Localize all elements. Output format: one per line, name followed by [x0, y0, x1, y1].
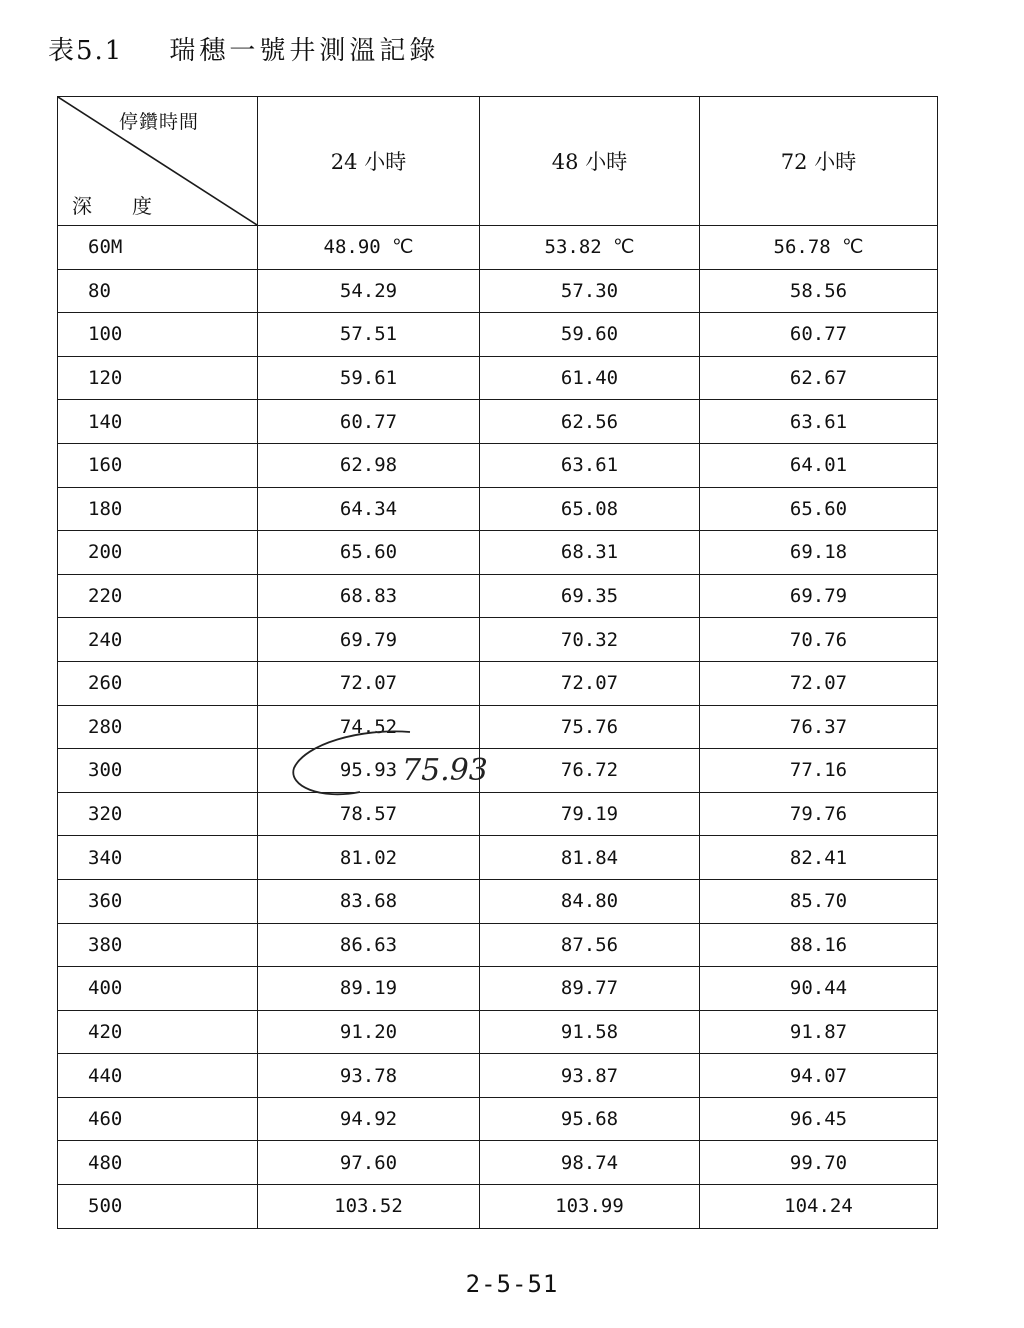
- value-72h-cell: 56.78 ℃: [700, 226, 938, 270]
- value-24h-cell: 69.79: [258, 618, 480, 662]
- value-72h-cell: 58.56: [700, 269, 938, 313]
- value-48h-cell: 72.07: [480, 661, 700, 705]
- table-row: [58, 226, 938, 270]
- value-72h-cell: 94.07: [700, 1054, 938, 1098]
- value-24h-cell: 72.07: [258, 661, 480, 705]
- depth-cell: 80: [58, 269, 258, 313]
- value-72h-cell: 82.41: [700, 836, 938, 880]
- depth-cell: 320: [58, 792, 258, 836]
- table-row: [58, 705, 938, 749]
- table-row: [58, 1054, 938, 1098]
- depth-cell: 420: [58, 1010, 258, 1054]
- value-24h-cell: 83.68: [258, 879, 480, 923]
- value-72h-cell: 99.70: [700, 1141, 938, 1185]
- value-48h-cell: 70.32: [480, 618, 700, 662]
- value-72h-cell: 88.16: [700, 923, 938, 967]
- value-48h-cell: 84.80: [480, 879, 700, 923]
- value-72h-cell: 60.77: [700, 313, 938, 357]
- value-48h-cell: 59.60: [480, 313, 700, 357]
- table-row: [58, 574, 938, 618]
- depth-cell: 500: [58, 1185, 258, 1229]
- table-row: [58, 792, 938, 836]
- table-row: [58, 1097, 938, 1141]
- value-24h-cell: 95.93: [258, 749, 480, 793]
- column-header-48h: 48 小時: [480, 97, 700, 226]
- table-row: [58, 1010, 938, 1054]
- value-72h-cell: 104.24: [700, 1185, 938, 1229]
- value-48h-cell: 89.77: [480, 967, 700, 1011]
- value-24h-cell: 78.57: [258, 792, 480, 836]
- value-72h-cell: 96.45: [700, 1097, 938, 1141]
- depth-cell: 380: [58, 923, 258, 967]
- depth-cell: 280: [58, 705, 258, 749]
- value-48h-cell: 68.31: [480, 531, 700, 575]
- depth-cell: 300: [58, 749, 258, 793]
- table-row: [58, 356, 938, 400]
- depth-cell: 360: [58, 879, 258, 923]
- value-48h-cell: 69.35: [480, 574, 700, 618]
- column-header-24h: 24 小時: [258, 97, 480, 226]
- depth-cell: 400: [58, 967, 258, 1011]
- value-72h-cell: 76.37: [700, 705, 938, 749]
- depth-cell: 440: [58, 1054, 258, 1098]
- value-48h-cell: 87.56: [480, 923, 700, 967]
- value-72h-cell: 63.61: [700, 400, 938, 444]
- value-48h-cell: 91.58: [480, 1010, 700, 1054]
- value-48h-cell: 75.76: [480, 705, 700, 749]
- value-72h-cell: 69.18: [700, 531, 938, 575]
- value-48h-cell: 62.56: [480, 400, 700, 444]
- temperature-table: [57, 96, 938, 1229]
- value-24h-cell: 94.92: [258, 1097, 480, 1141]
- diagonal-header-cell: [58, 97, 258, 226]
- table-row: [58, 836, 938, 880]
- depth-cell: 220: [58, 574, 258, 618]
- handwritten-value: 75.93: [402, 753, 488, 788]
- value-72h-cell: 70.76: [700, 618, 938, 662]
- value-24h-cell: 93.78: [258, 1054, 480, 1098]
- value-24h-cell: 62.98: [258, 443, 480, 487]
- value-48h-cell: 65.08: [480, 487, 700, 531]
- value-48h-cell: 98.74: [480, 1141, 700, 1185]
- value-24h-cell: 89.19: [258, 967, 480, 1011]
- table-caption: [48, 30, 439, 67]
- table-row: [58, 618, 938, 662]
- table-row: [58, 967, 938, 1011]
- depth-cell: 240: [58, 618, 258, 662]
- value-48h-cell: 79.19: [480, 792, 700, 836]
- value-24h-cell: 68.83: [258, 574, 480, 618]
- value-72h-cell: 65.60: [700, 487, 938, 531]
- depth-cell: 160: [58, 443, 258, 487]
- value-72h-cell: 91.87: [700, 1010, 938, 1054]
- value-24h-cell: 81.02: [258, 836, 480, 880]
- table-row: [58, 487, 938, 531]
- value-72h-cell: 79.76: [700, 792, 938, 836]
- value-48h-cell: 103.99: [480, 1185, 700, 1229]
- value-24h-cell: 86.63: [258, 923, 480, 967]
- caption-title: 瑞穗一號井測溫記錄: [169, 36, 440, 66]
- value-48h-cell: 57.30: [480, 269, 700, 313]
- value-24h-cell: 57.51: [258, 313, 480, 357]
- value-48h-cell: 63.61: [480, 443, 700, 487]
- value-72h-cell: 62.67: [700, 356, 938, 400]
- value-48h-cell: 81.84: [480, 836, 700, 880]
- value-48h-cell: 53.82 ℃: [480, 226, 700, 270]
- table-row: [58, 531, 938, 575]
- value-72h-cell: 90.44: [700, 967, 938, 1011]
- value-48h-cell: 76.72: [480, 749, 700, 793]
- value-24h-cell: 60.77: [258, 400, 480, 444]
- value-24h-cell: 97.60: [258, 1141, 480, 1185]
- depth-cell: 260: [58, 661, 258, 705]
- depth-cell: 340: [58, 836, 258, 880]
- table-row: [58, 923, 938, 967]
- column-header-72h: 72 小時: [700, 97, 938, 226]
- value-24h-cell: 54.29: [258, 269, 480, 313]
- value-24h-cell: 91.20: [258, 1010, 480, 1054]
- value-72h-cell: 77.16: [700, 749, 938, 793]
- table-row: [58, 661, 938, 705]
- value-24h-cell: 59.61: [258, 356, 480, 400]
- depth-cell: 200: [58, 531, 258, 575]
- table-row: [58, 1185, 938, 1229]
- header-depth-label: 深度: [72, 194, 192, 218]
- value-24h-cell: 103.52: [258, 1185, 480, 1229]
- caption-label: 表5.1: [48, 36, 124, 66]
- value-48h-cell: 95.68: [480, 1097, 700, 1141]
- depth-cell: 100: [58, 313, 258, 357]
- value-24h-cell: 74.52: [258, 705, 480, 749]
- table-row: [58, 269, 938, 313]
- table-row: [58, 749, 938, 793]
- table-row: [58, 313, 938, 357]
- page-number: 2-5-51: [465, 1270, 559, 1298]
- value-72h-cell: 85.70: [700, 879, 938, 923]
- value-72h-cell: 69.79: [700, 574, 938, 618]
- value-72h-cell: 64.01: [700, 443, 938, 487]
- depth-cell: 140: [58, 400, 258, 444]
- value-24h-cell: 48.90 ℃: [258, 226, 480, 270]
- depth-cell: 60M: [58, 226, 258, 270]
- depth-cell: 460: [58, 1097, 258, 1141]
- table-row: [58, 443, 938, 487]
- table-row: [58, 879, 938, 923]
- table-row: [58, 1141, 938, 1185]
- depth-cell: 480: [58, 1141, 258, 1185]
- value-72h-cell: 72.07: [700, 661, 938, 705]
- depth-cell: 120: [58, 356, 258, 400]
- table-row: [58, 400, 938, 444]
- depth-cell: 180: [58, 487, 258, 531]
- header-time-label: 停鑽時間: [118, 111, 199, 133]
- value-24h-cell: 65.60: [258, 531, 480, 575]
- value-48h-cell: 61.40: [480, 356, 700, 400]
- value-48h-cell: 93.87: [480, 1054, 700, 1098]
- header-row: [58, 97, 938, 226]
- value-24h-cell: 64.34: [258, 487, 480, 531]
